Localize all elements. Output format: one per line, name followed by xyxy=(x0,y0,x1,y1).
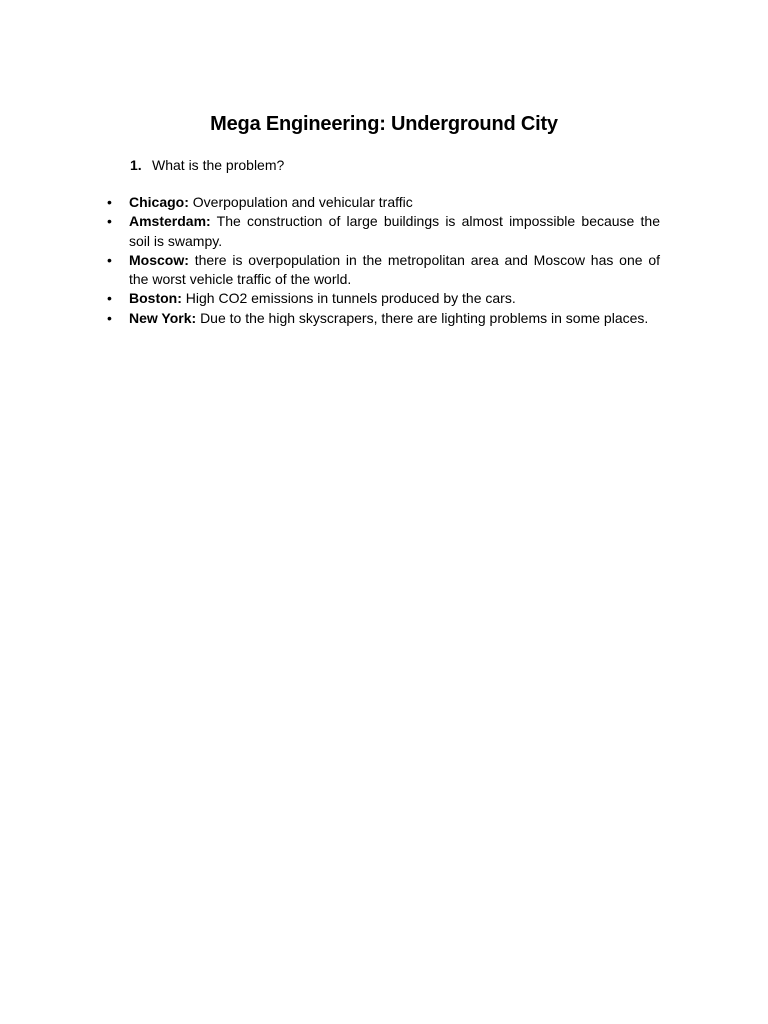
list-item-boston xyxy=(107,289,660,308)
city-name: New York: xyxy=(129,309,197,326)
question-number: 1. xyxy=(130,157,142,173)
bullet-icon: • xyxy=(107,194,112,210)
list-item-amsterdam xyxy=(107,212,660,251)
city-problem-list xyxy=(107,193,660,328)
city-name: Moscow: xyxy=(129,251,189,268)
problem-text: Overpopulation and vehicular traffic xyxy=(192,194,413,210)
problem-text: High CO2 emissions in tunnels produced by the cars. xyxy=(185,290,516,307)
city-name: Chicago: xyxy=(129,194,189,210)
list-item-moscow xyxy=(107,251,660,290)
problem-text: The construction of large buildings is almost impossible because the soil is swampy. xyxy=(129,213,660,249)
bullet-icon: • xyxy=(107,251,112,268)
problem-text: Due to the high skyscrapers, there are lighting problems in some places. xyxy=(200,309,649,326)
question-item xyxy=(130,156,284,175)
bullet-icon: • xyxy=(107,213,112,230)
list-item-new-york xyxy=(107,309,660,328)
city-name: Amsterdam: xyxy=(129,213,211,230)
problem-text: there is overpopulation in the metropolitan area and Moscow has one of the worst vehicle traffic of the world. xyxy=(129,251,660,288)
bullet-icon: • xyxy=(107,290,112,307)
question-text: What is the problem? xyxy=(152,157,285,173)
city-name: Boston: xyxy=(129,290,182,307)
bullet-icon: • xyxy=(107,309,112,326)
page-title: Mega Engineering: Underground City xyxy=(210,113,558,135)
list-item-chicago xyxy=(107,193,660,212)
